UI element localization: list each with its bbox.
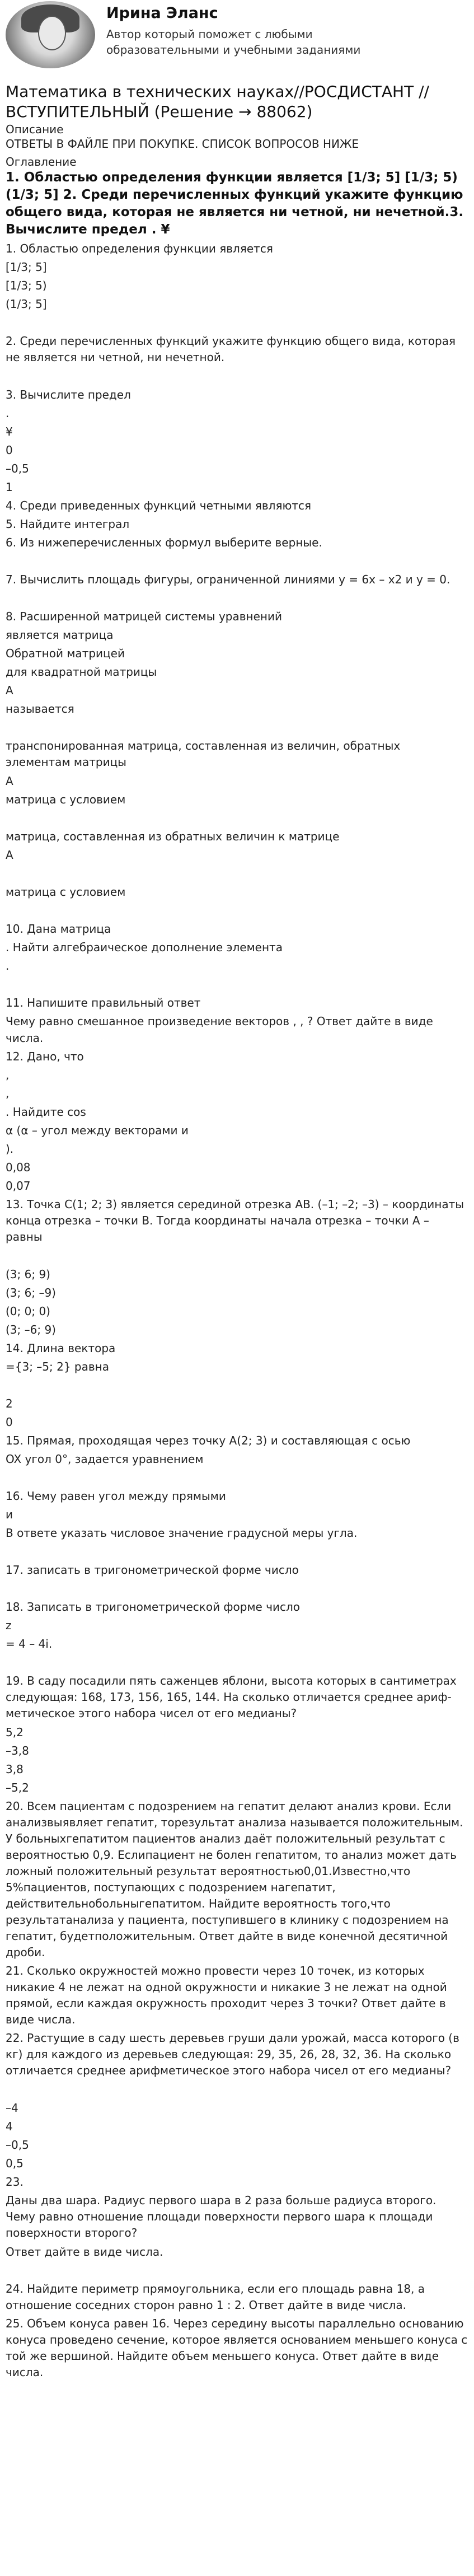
text-line: 3. Вычислите предел [6,388,131,401]
text-line: [1/3; 5) [6,279,47,292]
text-line: матрица с условием [6,885,126,899]
spacer [6,553,468,569]
text-line: и [6,1508,13,1521]
question-paragraph: Даны два шара. Радиус первого шара в 2 раза больше радиуса второго. Чему равно отношение площади поверхности первого шара к площади поверхности второго? [6,2194,437,2240]
text-line: является матрица [6,628,114,642]
text-line: ¥ [6,425,13,438]
text-line: 0,5 [6,2157,24,2170]
spacer [6,1377,468,1394]
text-line: 18. Записать в тригонометрической форме число [6,1600,301,1614]
text-line: z [6,1619,12,1632]
spacer [6,1543,468,1560]
text-line: , [6,1087,10,1100]
text-line: 16. Чему равен угол между прямыми [6,1489,226,1503]
text-line: 1. Областью определения функции является [6,242,273,255]
question-paragraph: 22. Растущие в саду шесть деревьев груши дали урожай, масса которого (в кг) для каждого из деревьев следующая: 29, 35, 26, 28, 32, 36. На сколько отличается среднее арифметическое этого набора чисел от его медианы? [6,2031,459,2077]
text-line: ). [6,1142,14,1156]
text-line: В ответе указать числовое значение градусной меры угла. [6,1526,358,1540]
author-description: Автор который поможет с любыми образовательными и учебными заданиями [106,27,361,57]
author-header [6,0,468,75]
toc-summary: 1. Областью определения функции является [1/3; 5] [1/3; 5) (1/3; 5] 2. Среди перечисленных функций укажите функцию общего вида, которая не является ни четной, ни нечетной.3. Вычислите предел . ¥ [6,170,464,237]
question-paragraph: 21. Сколько окружностей можно провести через 10 точек, из которых никакие 4 не лежат на одной окружности и никакие 3 не лежат на одной прямой, если каждая окружность проходит через 3 точки? Ответ дайте в виде числа. [6,1964,447,2026]
text-line: (1/3; 5] [6,297,47,311]
text-line: 23. [6,2175,24,2189]
question-paragraph: транспонированная матрица, составленная из величин, обратных элементам матрицы [6,739,401,769]
question-paragraph: 2. Среди перечисленных функций укажите функцию общего вида, которая не является ни четной, ни нечетной. [6,334,456,364]
text-line: –3,8 [6,1744,29,1757]
description-label: Описание [6,123,64,136]
question-paragraph: 24. Найдите периметр прямоугольника, если его площадь равна 18, а отношение соседних сторон равно 1 : 2. Ответ дайте в виде числа. [6,2282,425,2312]
text-line: (3; –6; 9) [6,1323,56,1336]
text-line: 6. Из нижеперечисленных формул выберите верные. [6,536,322,549]
text-line: 1 [6,480,13,494]
text-line: 0,08 [6,1161,31,1174]
text-line: A [6,684,13,697]
spacer [6,2262,468,2279]
text-line: 12. Дано, что [6,1050,84,1063]
spacer [6,1247,468,1264]
text-line: ={3; –5; 2} равна [6,1360,109,1373]
text-line: 5. Найдите интеграл [6,517,130,531]
text-line: (3; 6; –9) [6,1286,56,1299]
questions-list [6,240,468,2381]
text-line: [1/3; 5] [6,260,47,274]
spacer [6,590,468,606]
spacer [6,865,468,882]
text-line: Чему равно смешанное произведение векторов , , ? Ответ дайте в виде числа. [6,1014,433,1045]
text-line: 4. Среди приведенных функций четными являются [6,499,312,512]
spacer [6,976,468,993]
spacer [6,902,468,919]
text-line: –4 [6,2101,18,2115]
spacer [6,368,468,385]
avatar-face [38,16,66,50]
text-line: 0 [6,1415,13,1429]
question-paragraph: 20. Всем пациентам с подозрением на гепатит делают анализ крови. Если анализвыявляет гепатит, торезультат анализа называется положительным. У больныхгепатитом пациентов анализ даёт положительный результат с вероятностью 0,9. Еслипациент не болен гепатитом, то анализ может дать ложный положительный результат вероятностью0,01.Известно,что 5%пациентов, поступающих с подозрением нагепатит, действительнобольныгепатитом. Найдите вероятность того,что результатанализа у пациента, поступившего в клинику с подозрением на гепатит, будетположительным. Ответ дайте в виде конечной десятичной дроби. [6,1799,463,1959]
text-line: 14. Длина вектора [6,1341,116,1355]
text-line: –0,5 [6,462,29,475]
question-paragraph: 19. В саду посадили пять саженцев яблони, высота которых в сантиметрах следующая: 168, 173, 156, 165, 144. На сколько отличается среднее ариф-метическое этого набора чисел от его медианы? [6,1674,457,1720]
text-line: 17. записать в тригонометрической форме число [6,1563,299,1577]
author-name[interactable]: Ирина Эланс [106,4,218,22]
text-line: Обратной матрицей [6,647,125,660]
text-line: A [6,774,13,788]
text-line: 10. Дана матрица [6,922,111,936]
text-line: (0; 0; 0) [6,1305,50,1318]
text-line: = 4 – 4i. [6,1637,53,1651]
text-line: 7. Вычислить площадь фигуры, ограниченной линиями y = 6x – x2 и y = 0. [6,573,450,586]
spacer [6,1654,468,1671]
text-line: 0 [6,443,13,457]
spacer [6,2081,468,2098]
toc-label: Оглавление [6,155,77,169]
author-avatar[interactable] [6,1,95,68]
text-line: Ответ дайте в виде числа. [6,2245,163,2259]
text-line: OX угол 0°, задается уравнением [6,1452,204,1466]
text-line: A [6,848,13,862]
spacer [6,1580,468,1597]
text-line: . Найти алгебраическое дополнение элемента [6,941,283,954]
question-paragraph: 13. Точка C(1; 2; 3) является серединой отрезка AB. (–1; –2; –3) – координаты конца отрезка – точки B. Тогда координаты начала отрезка – точки A – равны [6,1198,464,1243]
text-line: матрица с условием [6,793,126,806]
description-text: ОТВЕТЫ В ФАЙЛЕ ПРИ ПОКУПКЕ. СПИСОК ВОПРОСОВ НИЖЕ [6,137,359,151]
text-line: –5,2 [6,1781,29,1794]
spacer [6,719,468,736]
text-line: . Найдите cos [6,1105,86,1119]
spacer [6,1469,468,1486]
text-line: . [6,959,10,973]
text-line: . [6,406,10,420]
text-line: 15. Прямая, проходящая через точку A(2; 3) и составляющая с осью [6,1434,411,1447]
text-line: 11. Напишите правильный ответ [6,996,201,1009]
document-title: Математика в технических науках//РОСДИСТАНТ //ВСТУПИТЕЛЬНЫЙ (Решение → 88062) [6,82,429,121]
text-line: (3; 6; 9) [6,1268,50,1281]
text-line: называется [6,702,74,716]
text-line: 4 [6,2120,13,2133]
text-line: –0,5 [6,2138,29,2152]
text-line: 2 [6,1397,13,1410]
text-line: для квадратной матрицы [6,665,157,679]
spacer [6,314,468,331]
text-line: 8. Расширенной матрицей системы уравнений [6,610,282,623]
text-line: 0,07 [6,1179,31,1193]
question-paragraph: 25. Объем конуса равен 16. Через середину высоты параллельно основанию конуса проведено сечение, которое является основанием меньшего конуса с той же вершиной. Найдите объем меньшего конуса. Ответ дайте в виде числа. [6,2317,468,2379]
text-line: 5,2 [6,1726,24,1739]
spacer [6,810,468,826]
author-info [106,1,420,58]
text-line: α (α – угол между векторами и [6,1124,189,1137]
text-line: матрица, составленная из обратных величин к матрице [6,830,340,843]
text-line: 3,8 [6,1762,24,1776]
text-line: , [6,1068,10,1082]
